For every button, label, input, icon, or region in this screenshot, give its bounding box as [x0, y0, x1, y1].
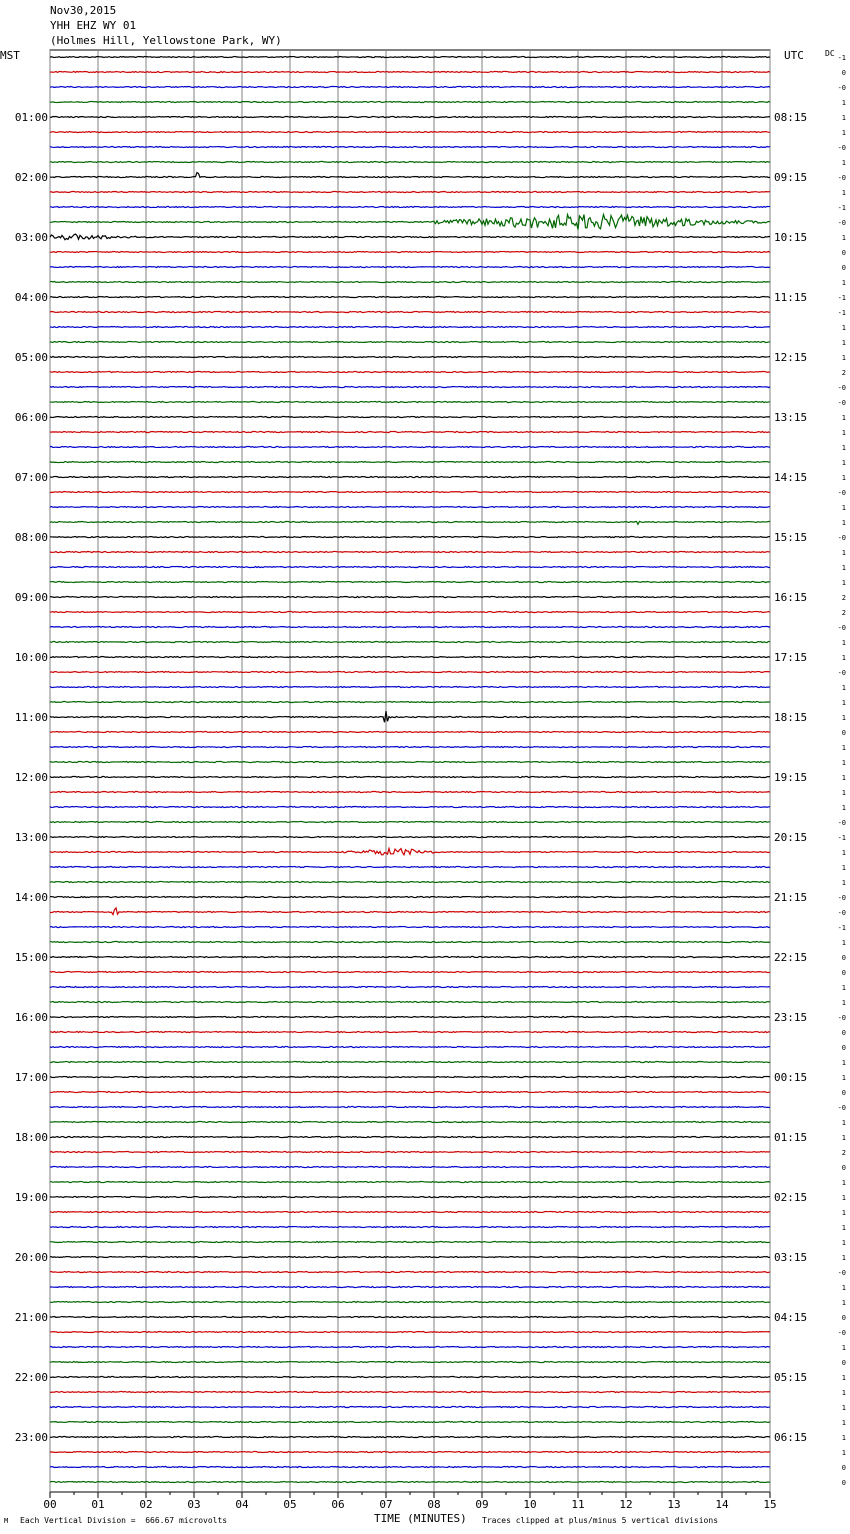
- seismic-trace: [50, 581, 770, 582]
- seismic-trace: [50, 1031, 770, 1032]
- seismic-trace: [50, 431, 770, 432]
- dc-offset-label: 1: [841, 519, 846, 527]
- x-tick-label: 03: [187, 1498, 201, 1511]
- seismic-trace: [50, 836, 770, 837]
- seismic-trace: [50, 215, 770, 230]
- left-hour-label: 16:00: [14, 1011, 48, 1024]
- seismic-trace: [50, 596, 770, 597]
- dc-offset-label: 1: [841, 1284, 846, 1292]
- right-hour-label: 03:15: [774, 1251, 808, 1264]
- seismic-trace: [50, 1421, 770, 1422]
- seismic-trace: [50, 461, 770, 462]
- right-hour-label: 15:15: [774, 531, 808, 544]
- right-hour-label: 21:15: [774, 891, 808, 904]
- dc-offset-label: 2: [841, 1149, 846, 1157]
- dc-offset-label: 1: [841, 849, 846, 857]
- dc-offset-label: 0: [841, 1044, 846, 1052]
- seismic-trace: [50, 1061, 770, 1062]
- right-hour-label: 09:15: [774, 171, 808, 184]
- dc-offset-label: 1: [841, 999, 846, 1007]
- dc-offset-label: -1: [837, 834, 846, 842]
- right-hour-label: 18:15: [774, 711, 808, 724]
- x-tick-label: 14: [715, 1498, 729, 1511]
- dc-offset-label: 1: [841, 774, 846, 782]
- right-hour-label: 16:15: [774, 591, 808, 604]
- dc-offset-label: 1: [841, 789, 846, 797]
- dc-offset-label: 1: [841, 1419, 846, 1427]
- clip-note: Traces clipped at plus/minus 5 vertical divisions: [482, 1516, 719, 1525]
- dc-offset-label: -0: [837, 144, 846, 152]
- seismic-trace: [50, 866, 770, 867]
- dc-offset-label: 1: [841, 1434, 846, 1442]
- dc-offset-label: 1: [841, 654, 846, 662]
- seismic-trace: [50, 731, 770, 732]
- right-hour-label: 10:15: [774, 231, 808, 244]
- left-hour-label: 14:00: [14, 891, 48, 904]
- seismic-trace: [50, 191, 770, 192]
- seismic-trace: [50, 1286, 770, 1287]
- seismic-trace: [50, 881, 770, 882]
- seismic-trace: [50, 566, 770, 567]
- left-hour-label: 01:00: [14, 111, 48, 124]
- dc-offset-label: -0: [837, 384, 846, 392]
- seismic-trace: [50, 146, 770, 147]
- seismic-trace: [50, 941, 770, 942]
- x-tick-label: 13: [667, 1498, 681, 1511]
- seismic-trace: [50, 1211, 770, 1212]
- seismic-trace: [50, 56, 770, 57]
- left-hour-label: 20:00: [14, 1251, 48, 1264]
- seismic-trace: [50, 701, 770, 702]
- seismic-trace: [50, 371, 770, 372]
- dc-offset-label: 0: [841, 1359, 846, 1367]
- seismic-trace: [50, 1316, 770, 1317]
- right-hour-label: 17:15: [774, 651, 808, 664]
- seismic-trace: [50, 1256, 770, 1257]
- dc-offset-label: 1: [841, 549, 846, 557]
- seismic-trace: [50, 1346, 770, 1347]
- dc-offset-label: 1: [841, 1449, 846, 1457]
- dc-offset-label: 1: [841, 1059, 846, 1067]
- dc-offset-label: 1: [841, 189, 846, 197]
- dc-offset-label: 0: [841, 1164, 846, 1172]
- dc-offset-label: 0: [841, 1464, 846, 1472]
- x-tick-label: 07: [379, 1498, 393, 1511]
- dc-offset-label: 2: [841, 594, 846, 602]
- seismic-trace: [50, 821, 770, 822]
- right-hour-label: 20:15: [774, 831, 808, 844]
- x-tick-label: 10: [523, 1498, 537, 1511]
- dc-offset-label: 1: [841, 1074, 846, 1082]
- left-hour-label: 11:00: [14, 711, 48, 724]
- seismic-trace: [50, 311, 770, 312]
- seismic-trace: [50, 1136, 770, 1137]
- seismic-trace: [50, 1001, 770, 1002]
- dc-offset-label: -0: [837, 669, 846, 677]
- left-hour-label: 10:00: [14, 651, 48, 664]
- seismic-trace: [50, 341, 770, 342]
- right-hour-label: 22:15: [774, 951, 808, 964]
- left-hour-label: 15:00: [14, 951, 48, 964]
- dc-offset-label: 2: [841, 369, 846, 377]
- seismic-trace: [50, 746, 770, 747]
- dc-offset-label: -0: [837, 909, 846, 917]
- dc-offset-label: 1: [841, 1374, 846, 1382]
- seismic-trace: [50, 761, 770, 762]
- x-tick-label: 15: [763, 1498, 777, 1511]
- seismic-trace: [50, 806, 770, 807]
- seismic-trace: [50, 1241, 770, 1242]
- seismic-trace: [50, 1151, 770, 1152]
- dc-offset-label: 0: [841, 1089, 846, 1097]
- left-hour-label: 06:00: [14, 411, 48, 424]
- seismic-trace: [50, 296, 770, 297]
- dc-offset-label: 1: [841, 339, 846, 347]
- dc-offset-label: -0: [837, 219, 846, 227]
- dc-offset-label: 1: [841, 114, 846, 122]
- seismic-trace: [50, 266, 770, 267]
- left-hour-label: 04:00: [14, 291, 48, 304]
- dc-offset-label: -1: [837, 204, 846, 212]
- left-hour-label: 23:00: [14, 1431, 48, 1444]
- dc-offset-label: 1: [841, 879, 846, 887]
- scale-note: Each Vertical Division = 666.67 microvolts: [20, 1516, 228, 1525]
- seismic-trace: [50, 626, 770, 627]
- seismic-trace: [50, 1091, 770, 1092]
- seismic-trace: [50, 1301, 770, 1302]
- left-timezone-label: MST: [0, 49, 20, 62]
- dc-offset-label: -0: [837, 174, 846, 182]
- seismic-trace: [50, 536, 770, 537]
- seismic-trace: [50, 1466, 770, 1467]
- x-tick-label: 12: [619, 1498, 633, 1511]
- seismic-trace: [50, 641, 770, 642]
- seismic-trace: [50, 131, 770, 132]
- dc-offset-label: 1: [841, 504, 846, 512]
- dc-offset-label: -0: [837, 1014, 846, 1022]
- seismic-trace: [50, 1481, 770, 1482]
- dc-offset-label: 0: [841, 69, 846, 77]
- dc-offset-label: -0: [837, 894, 846, 902]
- dc-offset-label: -1: [837, 54, 846, 62]
- dc-column-label: DC: [825, 49, 835, 58]
- record-date: Nov30,2015: [50, 4, 117, 17]
- seismic-trace: [50, 1016, 770, 1017]
- dc-offset-label: -1: [837, 924, 846, 932]
- seismic-trace: [50, 711, 770, 722]
- seismic-trace: [50, 986, 770, 987]
- seismic-trace: [50, 1451, 770, 1452]
- seismic-trace: [50, 1376, 770, 1377]
- left-hour-label: 18:00: [14, 1131, 48, 1144]
- seismic-trace: [50, 416, 770, 417]
- dc-offset-label: 0: [841, 969, 846, 977]
- dc-offset-label: 0: [841, 954, 846, 962]
- left-hour-label: 07:00: [14, 471, 48, 484]
- seismic-trace: [50, 1391, 770, 1392]
- dc-offset-label: 1: [841, 714, 846, 722]
- seismic-trace: [50, 1046, 770, 1047]
- left-hour-label: 17:00: [14, 1071, 48, 1084]
- dc-offset-label: -0: [837, 534, 846, 542]
- dc-offset-label: 0: [841, 1479, 846, 1487]
- dc-offset-label: -0: [837, 489, 846, 497]
- left-hour-label: 22:00: [14, 1371, 48, 1384]
- right-hour-label: 13:15: [774, 411, 808, 424]
- seismic-trace: [50, 281, 770, 282]
- seismic-trace: [50, 971, 770, 972]
- dc-offset-label: 1: [841, 99, 846, 107]
- dc-offset-label: 1: [841, 1299, 846, 1307]
- dc-offset-label: -1: [837, 309, 846, 317]
- dc-offset-label: 1: [841, 1389, 846, 1397]
- dc-offset-label: 1: [841, 1344, 846, 1352]
- seismic-trace: [50, 791, 770, 792]
- dc-offset-label: 1: [841, 459, 846, 467]
- seismic-trace: [50, 251, 770, 252]
- seismic-trace: [50, 446, 770, 447]
- seismic-trace: [50, 908, 770, 915]
- dc-offset-label: 1: [841, 354, 846, 362]
- seismic-trace: [50, 1121, 770, 1122]
- seismic-trace: [50, 491, 770, 492]
- seismic-trace: [50, 116, 770, 117]
- seismic-trace: [50, 896, 770, 897]
- dc-offset-label: 1: [841, 744, 846, 752]
- dc-offset-label: 1: [841, 1224, 846, 1232]
- seismic-trace: [50, 1226, 770, 1227]
- seismic-trace: [50, 1106, 770, 1107]
- dc-offset-label: 1: [841, 759, 846, 767]
- right-hour-label: 23:15: [774, 1011, 808, 1024]
- right-hour-label: 04:15: [774, 1311, 808, 1324]
- dc-offset-label: -0: [837, 819, 846, 827]
- seismic-trace: [50, 206, 770, 207]
- dc-offset-label: 0: [841, 264, 846, 272]
- left-hour-label: 13:00: [14, 831, 48, 844]
- dc-offset-label: 1: [841, 279, 846, 287]
- dc-offset-label: 1: [841, 1179, 846, 1187]
- seismic-trace: [50, 1166, 770, 1167]
- dc-offset-label: 1: [841, 804, 846, 812]
- left-hour-label: 08:00: [14, 531, 48, 544]
- seismic-trace: [50, 611, 770, 612]
- seismic-trace: [50, 671, 770, 672]
- dc-offset-label: 1: [841, 1254, 846, 1262]
- seismic-trace: [50, 1181, 770, 1182]
- dc-offset-label: 1: [841, 1119, 846, 1127]
- dc-offset-label: 1: [841, 864, 846, 872]
- dc-offset-label: -0: [837, 624, 846, 632]
- left-hour-label: 19:00: [14, 1191, 48, 1204]
- x-tick-label: 09: [475, 1498, 489, 1511]
- dc-offset-label: 1: [841, 1239, 846, 1247]
- dc-offset-label: 1: [841, 474, 846, 482]
- seismic-trace: [50, 1361, 770, 1362]
- dc-offset-label: 1: [841, 984, 846, 992]
- seismic-trace: [50, 656, 770, 657]
- right-hour-label: 05:15: [774, 1371, 808, 1384]
- left-hour-label: 12:00: [14, 771, 48, 784]
- dc-offset-label: -0: [837, 1269, 846, 1277]
- left-hour-label: 21:00: [14, 1311, 48, 1324]
- dc-offset-label: -0: [837, 399, 846, 407]
- dc-offset-label: 1: [841, 1194, 846, 1202]
- station-location: (Holmes Hill, Yellowstone Park, WY): [50, 34, 282, 47]
- seismic-trace: [50, 1406, 770, 1407]
- station-code: YHH EHZ WY 01: [50, 19, 137, 32]
- seismic-trace: [50, 476, 770, 477]
- right-hour-label: 06:15: [774, 1431, 808, 1444]
- seismic-trace: [50, 506, 770, 507]
- right-hour-label: 14:15: [774, 471, 808, 484]
- seismic-trace: [50, 1331, 770, 1332]
- corner-mark: M: [4, 1517, 9, 1525]
- x-tick-label: 00: [43, 1498, 57, 1511]
- x-tick-label: 05: [283, 1498, 297, 1511]
- x-tick-label: 11: [571, 1498, 585, 1511]
- dc-offset-label: 1: [841, 1134, 846, 1142]
- dc-offset-label: 1: [841, 234, 846, 242]
- seismic-trace: [50, 356, 770, 357]
- right-hour-label: 00:15: [774, 1071, 808, 1084]
- left-hour-label: 05:00: [14, 351, 48, 364]
- left-hour-label: 02:00: [14, 171, 48, 184]
- right-timezone-label: UTC: [784, 49, 804, 62]
- left-hour-label: 03:00: [14, 231, 48, 244]
- x-axis-label: TIME (MINUTES): [374, 1512, 467, 1525]
- dc-offset-label: 1: [841, 429, 846, 437]
- dc-offset-label: 1: [841, 129, 846, 137]
- dc-offset-label: 1: [841, 684, 846, 692]
- dc-offset-label: -0: [837, 1329, 846, 1337]
- dc-offset-label: 0: [841, 1029, 846, 1037]
- x-tick-label: 08: [427, 1498, 441, 1511]
- seismic-trace: [50, 956, 770, 957]
- seismic-trace: [50, 326, 770, 327]
- dc-offset-label: 0: [841, 1314, 846, 1322]
- right-hour-label: 11:15: [774, 291, 808, 304]
- seismic-trace: [50, 849, 770, 855]
- seismic-trace: [50, 161, 770, 162]
- seismic-trace: [50, 686, 770, 687]
- x-tick-label: 04: [235, 1498, 249, 1511]
- dc-offset-label: 1: [841, 1209, 846, 1217]
- x-tick-label: 01: [91, 1498, 105, 1511]
- dc-offset-label: 1: [841, 939, 846, 947]
- dc-offset-label: 1: [841, 414, 846, 422]
- seismic-trace: [50, 1196, 770, 1197]
- dc-offset-label: 1: [841, 579, 846, 587]
- dc-offset-label: -0: [837, 1104, 846, 1112]
- seismic-trace: [50, 1271, 770, 1272]
- seismic-trace: [50, 71, 770, 72]
- dc-offset-label: 1: [841, 1404, 846, 1412]
- right-hour-label: 02:15: [774, 1191, 808, 1204]
- seismic-trace: [50, 234, 770, 240]
- dc-offset-label: 1: [841, 639, 846, 647]
- dc-offset-label: 0: [841, 729, 846, 737]
- seismic-trace: [50, 1436, 770, 1437]
- dc-offset-label: 2: [841, 609, 846, 617]
- right-hour-label: 12:15: [774, 351, 808, 364]
- dc-offset-label: 1: [841, 444, 846, 452]
- seismic-trace: [50, 926, 770, 927]
- x-tick-label: 06: [331, 1498, 345, 1511]
- seismic-trace: [50, 173, 770, 178]
- seismic-trace: [50, 386, 770, 387]
- dc-offset-label: 1: [841, 699, 846, 707]
- seismic-trace: [50, 776, 770, 777]
- right-hour-label: 01:15: [774, 1131, 808, 1144]
- right-hour-label: 08:15: [774, 111, 808, 124]
- dc-offset-label: 1: [841, 159, 846, 167]
- seismic-trace: [50, 86, 770, 87]
- seismic-trace: [50, 521, 770, 524]
- seismic-trace: [50, 1076, 770, 1077]
- dc-offset-label: 0: [841, 249, 846, 257]
- seismic-trace: [50, 101, 770, 102]
- left-hour-label: 09:00: [14, 591, 48, 604]
- dc-offset-label: -1: [837, 294, 846, 302]
- dc-offset-label: 1: [841, 324, 846, 332]
- seismic-trace: [50, 401, 770, 402]
- seismic-trace: [50, 551, 770, 552]
- dc-offset-label: -0: [837, 84, 846, 92]
- dc-offset-label: 1: [841, 564, 846, 572]
- right-hour-label: 19:15: [774, 771, 808, 784]
- x-tick-label: 02: [139, 1498, 153, 1511]
